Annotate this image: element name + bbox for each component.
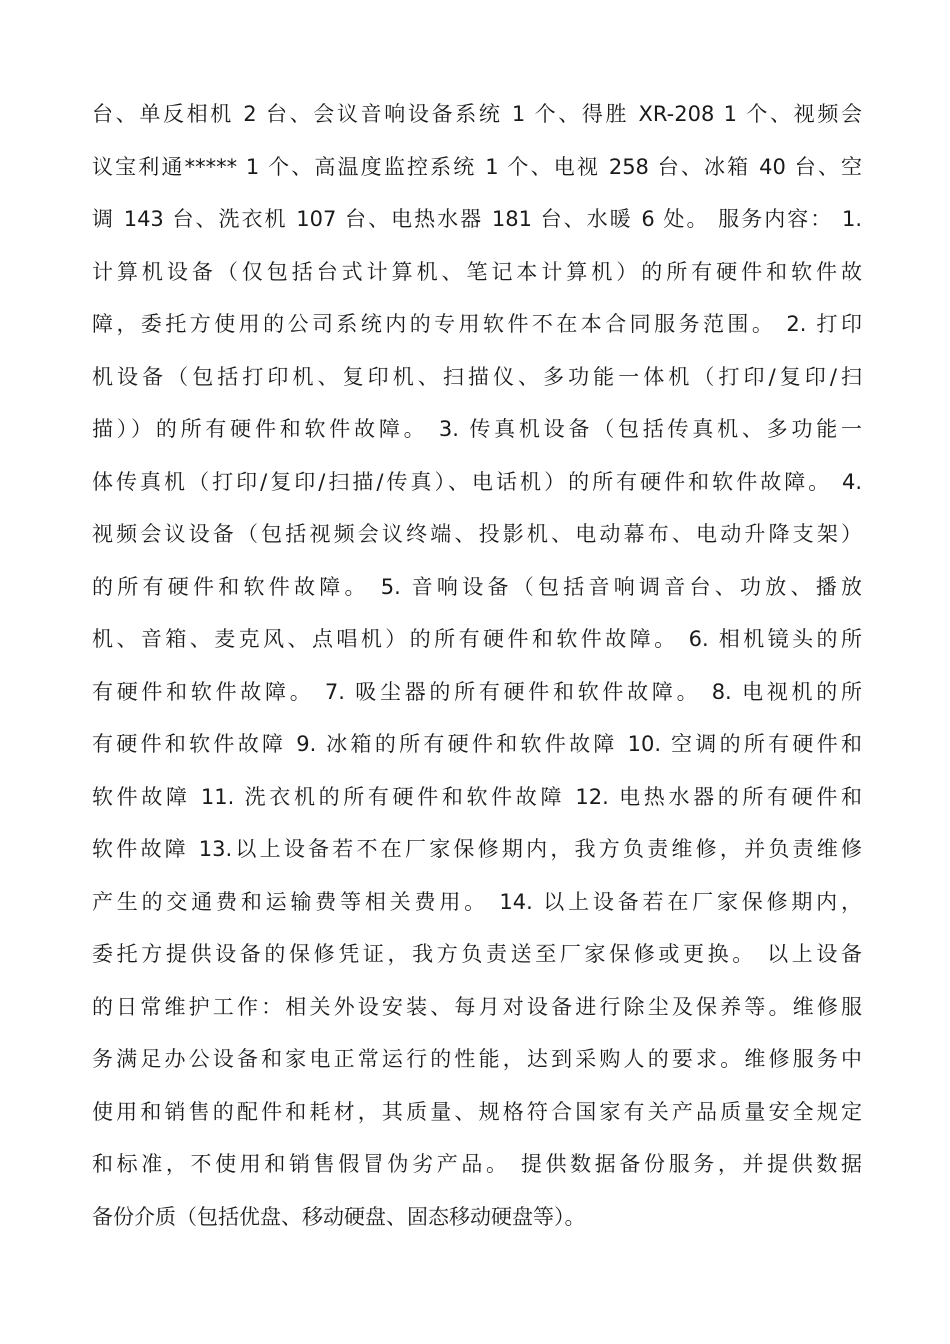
text-line: 软件故障 13.以上设备若不在厂家保修期内，我方负责维修，并负责维修 [92,837,862,861]
text-line: 描））的所有硬件和软件故障。 3. 传真机设备（包括传真机、多功能一 [92,417,862,441]
text-line: 产生的交通费和运输费等相关费用。 14. 以上设备若在厂家保修期内， [92,889,862,914]
text-line: 的日常维护工作：相关外设安装、每月对设备进行除尘及保养等。维修服 [92,994,862,1019]
text-line: 委托方提供设备的保修凭证，我方负责送至厂家保修或更换。 以上设备 [92,942,862,966]
text-line: 调 143 台、洗衣机 107 台、电热水器 181 台、水暖 6 处。 服务内容： 1. [92,207,862,231]
text-line: 的所有硬件和软件故障。 5. 音响设备（包括音响调音台、功放、播放 [92,574,862,599]
text-line: 有硬件和软件故障。 7. 吸尘器的所有硬件和软件故障。 8. 电视机的所 [92,679,862,704]
body-paragraph [92,88,862,1243]
text-line: 视频会议设备（包括视频会议终端、投影机、电动幕布、电动升降支架） [92,522,862,546]
text-line: 机设备（包括打印机、复印机、扫描仪、多功能一体机（打印/复印/扫 [92,364,862,389]
text-line: 使用和销售的配件和耗材，其质量、规格符合国家有关产品质量安全规定 [92,1099,862,1124]
text-line: 和标准，不使用和销售假冒伪劣产品。 提供数据备份服务，并提供数据 [92,1152,862,1176]
text-line: 体传真机（打印/复印/扫描/传真）、电话机）的所有硬件和软件故障。 4. [92,469,862,494]
text-line: 台、单反相机 2 台、会议音响设备系统 1 个、得胜 XR-208 1 个、视频会 [92,102,862,126]
text-line: 计算机设备（仅包括台式计算机、笔记本计算机）的所有硬件和软件故 [92,259,862,284]
text-line: 备份介质（包括优盘、移动硬盘、固态移动硬盘等）。 [92,1204,586,1229]
text-line: 有硬件和软件故障 9. 冰箱的所有硬件和软件故障 10. 空调的所有硬件和 [92,732,862,756]
text-line: 务满足办公设备和家电正常运行的性能，达到采购人的要求。维修服务中 [92,1047,862,1071]
text-line: 障，委托方使用的公司系统内的专用软件不在本合同服务范围。 2. 打印 [92,312,862,336]
text-line: 软件故障 11. 洗衣机的所有硬件和软件故障 12. 电热水器的所有硬件和 [92,784,862,809]
text-line: 议宝利通***** 1 个、高温度监控系统 1 个、电视 258 台、冰箱 40 台、空 [92,154,862,179]
text-line: 机、音箱、麦克风、点唱机）的所有硬件和软件故障。 6. 相机镜头的所 [92,627,862,651]
